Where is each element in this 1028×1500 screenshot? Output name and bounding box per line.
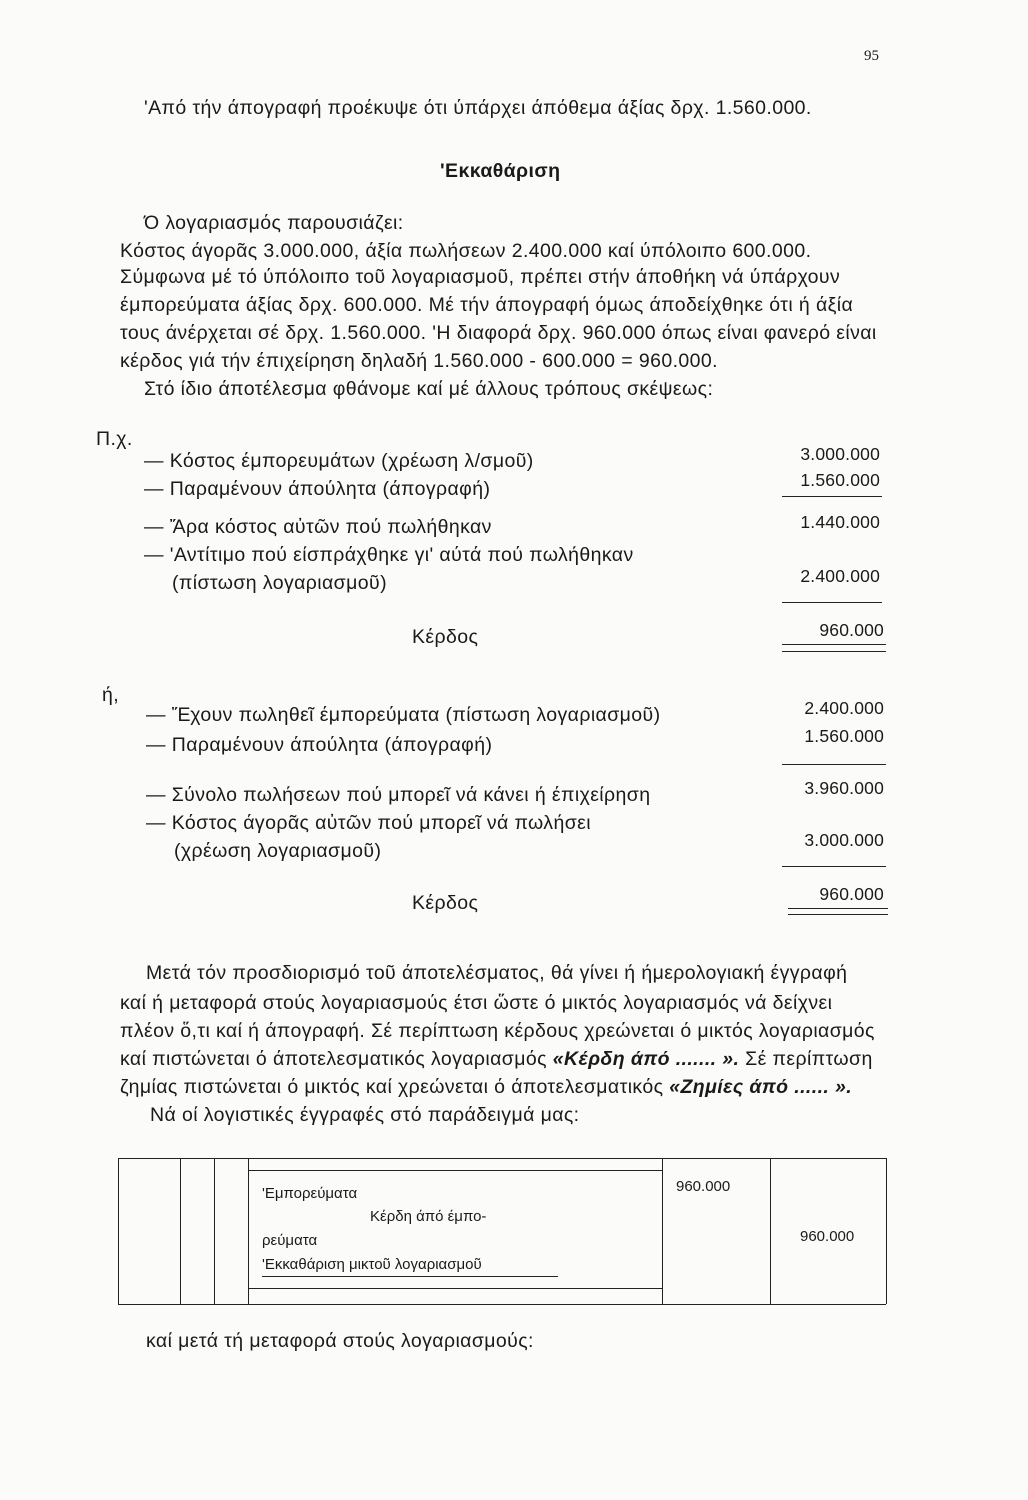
page-number: 95: [864, 48, 879, 64]
example2-row-text: — Παραμένουν άπούλητα (άπογραφή): [146, 734, 493, 756]
journal-credit-account: ρεύματα: [262, 1232, 318, 1249]
para1-line: τους άνέρχεται σέ δρχ. 1.560.000. 'Η διαφορά δρχ. 960.000 όπως είναι φανερό είναι: [120, 322, 877, 344]
example2-label: ή,: [102, 684, 120, 706]
example1-row-value: 2.400.000: [800, 566, 880, 586]
losses-account-name: «Ζημίες άπό ...... ».: [669, 1076, 853, 1098]
journal-narration: 'Εκκαθάριση μικτοῦ λογαριασμοῦ: [262, 1256, 482, 1273]
example1-row-text: — Κόστος έμπορευμάτων (χρέωση λ/σμοῦ): [144, 450, 534, 472]
example1-row-text: — Παραμένουν άπούλητα (άπογραφή): [144, 478, 491, 500]
example2-row-text: — Κόστος άγορᾶς αὐτῶν πού μπορεῖ νά πωλήσει: [146, 812, 591, 834]
journal-credit-amount: 960.000: [800, 1228, 855, 1245]
example2-row-value: 3.000.000: [804, 830, 884, 850]
example1-row-text: (πίστωση λογαριασμοῦ): [172, 572, 387, 594]
example1-row-value: 1.560.000: [800, 470, 880, 490]
para2-line: πλέον ὅ,τι καί ή άπογραφή. Σέ περίπτωση κέρδους χρεώνεται ό μικτός λογαριασμός: [120, 1020, 875, 1042]
example2-total-value: 960.000: [819, 884, 884, 904]
para1-line: έμπορεύματα άξίας δρχ. 600.000. Μέ τήν άπογραφή όμως άποδείχθηκε ότι ή άξία: [120, 294, 854, 316]
journal-debit-amount: 960.000: [676, 1178, 731, 1195]
total-rule: [782, 644, 886, 645]
total-rule: [788, 914, 888, 915]
para2-line: καί ή μεταφορά στούς λογαριασμούς έτσι ὥστε ό μικτός λογαριασμός νά δείχνει: [120, 992, 833, 1014]
section-heading: 'Εκκαθάριση: [440, 160, 561, 182]
example1-row-text: — Ἄρα κόστος αὐτῶν πού πωλήθηκαν: [144, 516, 492, 538]
subtotal-rule: [782, 496, 882, 497]
para1-line: Ό λογαριασμός παρουσιάζει:: [144, 212, 404, 234]
example1-label: Π.χ.: [96, 428, 133, 450]
journal-credit-account: Κέρδη άπό έμπο-: [370, 1208, 487, 1225]
example2-total-label: Κέρδος: [412, 892, 479, 914]
para2-line: καί πιστώνεται ό άποτελεσματικός λογαριασμός «Κέρδη άπό ....... ». Σέ περίπτωση: [120, 1048, 873, 1070]
example2-row-text: — Ἔχουν πωληθεῖ έμπορεύματα (πίστωση λογαριασμοῦ): [146, 704, 661, 726]
example2-row-value: 3.960.000: [804, 778, 884, 798]
para2-line: ζημίας πιστώνεται ό μικτός καί χρεώνεται ό άποτελεσματικός «Ζημίες άπό ...... ».: [120, 1076, 853, 1098]
para1-line: κέρδος γιά τήν έπιχείρηση δηλαδή 1.560.000 - 600.000 = 960.000.: [120, 350, 718, 372]
para1-line: Σύμφωνα μέ τό ύπόλοιπο τοῦ λογαριασμοῦ, πρέπει στήν άποθήκη νά ύπάρχουν: [120, 266, 841, 288]
intro-text: 'Από τήν άπογραφή προέκυψε ότι ύπάρχει άπόθεμα άξίας δρχ. 1.560.000.: [144, 97, 812, 119]
gains-account-name: «Κέρδη άπό ....... ».: [552, 1048, 740, 1070]
example1-row-value: 3.000.000: [800, 444, 880, 464]
subtotal-rule: [782, 866, 886, 867]
example1-row-text: — 'Αντίτιμο πού είσπράχθηκε γι' αύτά πού πωλήθηκαν: [144, 544, 634, 566]
example1-total-label: Κέρδος: [412, 626, 479, 648]
total-rule: [788, 908, 888, 909]
subtotal-rule: [782, 764, 886, 765]
para2-line: Νά οί λογιστικές έγγραφές στό παράδειγμά μας:: [150, 1104, 580, 1126]
closing-text: καί μετά τή μεταφορά στούς λογαριασμούς:: [146, 1330, 534, 1352]
example2-row-value: 1.560.000: [804, 726, 884, 746]
example2-row-value: 2.400.000: [804, 698, 884, 718]
total-rule: [782, 651, 886, 652]
para1-line: Κόστος άγορᾶς 3.000.000, άξία πωλήσεων 2.400.000 καί ύπόλοιπο 600.000.: [120, 240, 812, 262]
example2-row-text: (χρέωση λογαριασμοῦ): [174, 840, 382, 862]
journal-debit-account: 'Εμπορεύματα: [262, 1185, 358, 1202]
example1-row-value: 1.440.000: [800, 512, 880, 532]
example1-total-value: 960.000: [819, 620, 884, 640]
example2-row-text: — Σύνολο πωλήσεων πού μπορεῖ νά κάνει ή έπιχείρηση: [146, 784, 651, 806]
para2-line: Μετά τόν προσδιορισμό τοῦ άποτελέσματος, θά γίνει ή ήμερολογιακή έγγραφή: [146, 962, 848, 984]
para1-line: Στό ίδιο άποτέλεσμα φθάνομε καί μέ άλλους τρόπους σκέψεως:: [144, 378, 714, 400]
subtotal-rule: [782, 602, 882, 603]
